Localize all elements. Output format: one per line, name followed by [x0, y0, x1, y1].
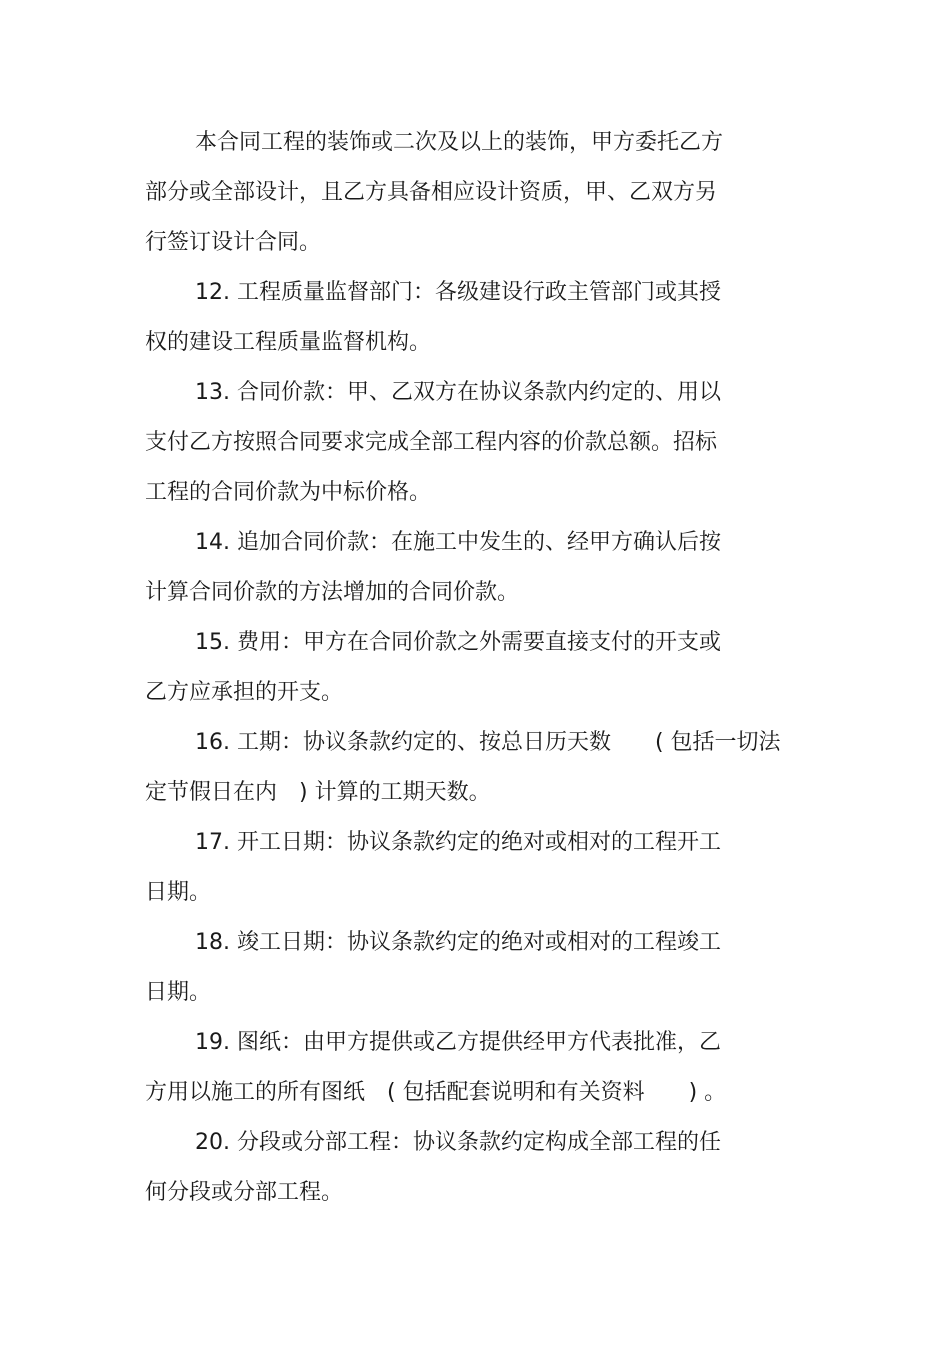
text-line: 20. 分段或分部工程：协议条款约定构成全部工程的任: [195, 1130, 721, 1155]
text-line: 权的建设工程质量监督机构。: [145, 330, 432, 355]
text-line: 日期。: [145, 880, 212, 905]
text-line: 12. 工程质量监督部门：各级建设行政主管部门或其授: [195, 280, 721, 305]
text-line: 何分段或分部工程。: [145, 1180, 344, 1205]
text-line: 15. 费用：甲方在合同价款之外需要直接支付的开支或: [195, 630, 721, 655]
text-line: 计算合同价款的方法增加的合同价款。: [145, 580, 520, 605]
text-line: 17. 开工日期：协议条款约定的绝对或相对的工程开工: [195, 830, 721, 855]
text-line: 日期。: [145, 980, 212, 1005]
text-line: 18. 竣工日期：协议条款约定的绝对或相对的工程竣工: [195, 930, 721, 955]
text-line: 定节假日在内 ) 计算的工期天数。: [145, 780, 491, 805]
text-line: 本合同工程的装饰或二次及以上的装饰，甲方委托乙方: [195, 130, 724, 155]
text-line: 工程的合同价款为中标价格。: [145, 480, 432, 505]
text-line: 19. 图纸：由甲方提供或乙方提供经甲方代表批准，乙: [195, 1030, 721, 1055]
text-line: 部分或全部设计，且乙方具备相应设计资质，甲、乙双方另: [145, 180, 718, 205]
text-line: 支付乙方按照合同要求完成全部工程内容的价款总额。招标: [145, 430, 718, 455]
text-line: 方用以施工的所有图纸 ( 包括配套说明和有关资料 ) 。: [145, 1080, 727, 1105]
text-line: 行签订设计合同。: [145, 230, 322, 255]
text-line: 16. 工期：协议条款约定的、按总日历天数 ( 包括一切法: [195, 730, 781, 755]
text-line: 13. 合同价款：甲、乙双方在协议条款内约定的、用以: [195, 380, 721, 405]
text-line: 乙方应承担的开支。: [145, 680, 344, 705]
text-line: 14. 追加合同价款：在施工中发生的、经甲方确认后按: [195, 530, 721, 555]
